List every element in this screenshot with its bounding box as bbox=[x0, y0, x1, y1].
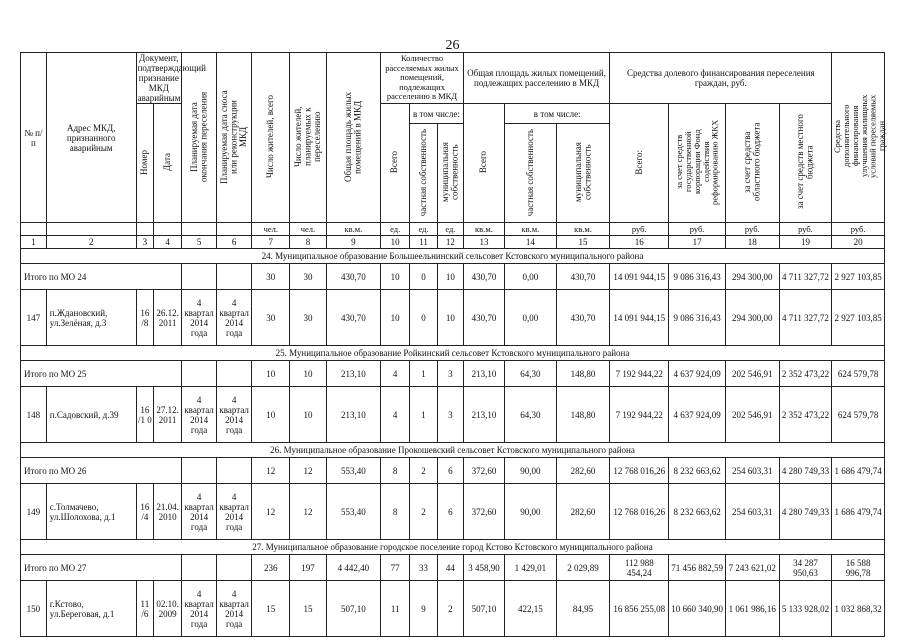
column-number-cell: 15 bbox=[556, 236, 610, 249]
value-cell: 2 bbox=[437, 581, 463, 637]
header-planned-end: Планируемая дата окончания переселения bbox=[182, 53, 217, 223]
value-cell: 372,60 bbox=[463, 484, 504, 540]
column-number-cell: 16 bbox=[610, 236, 669, 249]
header-planned-demolition: Планируемая дата сноса или реконструкции МКД bbox=[217, 53, 252, 223]
value-cell: 8 232 663,62 bbox=[669, 484, 726, 540]
column-number-cell: 14 bbox=[505, 236, 557, 249]
value-cell: 12 768 016,26 bbox=[610, 484, 669, 540]
value-cell: 0,00 bbox=[505, 290, 557, 346]
value-cell: 624 579,78 bbox=[832, 387, 885, 443]
value-cell: 202 546,91 bbox=[725, 387, 779, 443]
row-doc-date: 21.04. 2010 bbox=[154, 484, 182, 540]
column-number-cell: 7 bbox=[252, 236, 290, 249]
section-title-row bbox=[21, 249, 885, 264]
value-cell: 16 588 996,78 bbox=[832, 555, 885, 581]
header-fund-federal: за счет средств государственной корпорации Фонд содействия реформированию ЖКХ bbox=[669, 104, 726, 223]
empty-cell bbox=[182, 458, 217, 484]
value-cell: 16 856 255,08 bbox=[610, 581, 669, 637]
column-number-cell: 6 bbox=[217, 236, 252, 249]
header-area-municipal: муниципальная собственность bbox=[556, 124, 610, 223]
section-title: 27. Муниципальное образование городское поселение город Кстово Кстовского муниципального района bbox=[21, 540, 885, 555]
value-cell: 90,00 bbox=[505, 484, 557, 540]
unit-cell: чел. bbox=[290, 223, 326, 236]
header-address: Адрес МКД, признанного аварийным bbox=[46, 53, 136, 223]
value-cell: 10 bbox=[252, 361, 290, 387]
value-cell: 1 bbox=[410, 361, 438, 387]
row-planned-demolition: 4 квартал 2014 года bbox=[217, 290, 252, 346]
value-cell: 30 bbox=[290, 264, 326, 290]
row-planned-end: 4 квартал 2014 года bbox=[182, 484, 217, 540]
value-cell: 430,70 bbox=[463, 264, 504, 290]
column-number-cell: 4 bbox=[154, 236, 182, 249]
empty-cell bbox=[217, 361, 252, 387]
value-cell: 553,40 bbox=[326, 458, 381, 484]
header-fund-regional: за счет средства областного бюджета bbox=[725, 104, 779, 223]
value-cell: 282,60 bbox=[556, 484, 610, 540]
value-cell: 2 bbox=[410, 458, 438, 484]
value-cell: 15 bbox=[290, 581, 326, 637]
unit-cell: ед. bbox=[437, 223, 463, 236]
header-num: № п/п bbox=[21, 53, 47, 223]
value-cell: 90,00 bbox=[505, 458, 557, 484]
value-cell: 1 032 868,32 bbox=[832, 581, 885, 637]
column-number-cell: 18 bbox=[725, 236, 779, 249]
value-cell: 10 660 340,90 bbox=[669, 581, 726, 637]
table-body bbox=[21, 249, 885, 637]
unit-cell: ед. bbox=[381, 223, 410, 236]
total-row bbox=[21, 555, 885, 581]
total-label: Итого по МО 26 bbox=[21, 458, 182, 484]
header-count-municipal: муниципальная собственность bbox=[437, 124, 463, 223]
value-cell: 64,30 bbox=[505, 361, 557, 387]
row-planned-end: 4 квартал 2014 года bbox=[182, 290, 217, 346]
value-cell: 33 bbox=[410, 555, 438, 581]
column-number-cell: 10 bbox=[381, 236, 410, 249]
value-cell: 0 bbox=[410, 264, 438, 290]
total-row bbox=[21, 361, 885, 387]
value-cell: 213,10 bbox=[326, 361, 381, 387]
value-cell: 6 bbox=[437, 484, 463, 540]
column-number-cell: 19 bbox=[779, 236, 832, 249]
unit-cell bbox=[154, 223, 182, 236]
value-cell: 2 029,89 bbox=[556, 555, 610, 581]
row-doc-date: 27.12. 2011 bbox=[154, 387, 182, 443]
value-cell: 11 bbox=[381, 581, 410, 637]
value-cell: 1 686 479,74 bbox=[832, 484, 885, 540]
value-cell: 4 280 749,33 bbox=[779, 458, 832, 484]
value-cell: 1 061 986,16 bbox=[725, 581, 779, 637]
value-cell: 4 bbox=[381, 361, 410, 387]
empty-cell bbox=[217, 555, 252, 581]
value-cell: 71 456 882,59 bbox=[669, 555, 726, 581]
value-cell: 624 579,78 bbox=[832, 361, 885, 387]
header-count-total: Всего bbox=[381, 104, 410, 223]
column-number-cell: 12 bbox=[437, 236, 463, 249]
value-cell: 77 bbox=[381, 555, 410, 581]
value-cell: 84,95 bbox=[556, 581, 610, 637]
value-cell: 254 603,31 bbox=[725, 458, 779, 484]
empty-cell bbox=[217, 264, 252, 290]
header-residents-total: Число жителей, всего bbox=[252, 53, 290, 223]
value-cell: 4 637 924,09 bbox=[669, 387, 726, 443]
value-cell: 2 927 103,85 bbox=[832, 290, 885, 346]
unit-cell: руб. bbox=[669, 223, 726, 236]
unit-cell: руб. bbox=[832, 223, 885, 236]
value-cell: 7 243 621,02 bbox=[725, 555, 779, 581]
row-address: с.Толмачево, ул.Шолохова, д.1 bbox=[46, 484, 136, 540]
value-cell: 8 232 663,62 bbox=[669, 458, 726, 484]
header-doc-date: Дата bbox=[154, 104, 182, 223]
column-number-cell: 8 bbox=[290, 236, 326, 249]
row-doc-number: 16 /1 0 bbox=[136, 387, 154, 443]
value-cell: 202 546,91 bbox=[725, 361, 779, 387]
value-cell: 430,70 bbox=[556, 290, 610, 346]
row-address: п.Ждановский, ул.Зелёная, д.3 bbox=[46, 290, 136, 346]
header-count-incl: в том числе: bbox=[410, 104, 464, 124]
value-cell: 213,10 bbox=[463, 387, 504, 443]
value-cell: 12 bbox=[290, 484, 326, 540]
value-cell: 372,60 bbox=[463, 458, 504, 484]
value-cell: 430,70 bbox=[326, 290, 381, 346]
column-number-cell: 17 bbox=[669, 236, 726, 249]
unit-cell: ед. bbox=[410, 223, 438, 236]
header-funds-total: Всего: bbox=[610, 104, 669, 223]
value-cell: 3 bbox=[437, 387, 463, 443]
row-doc-number: 16 /8 bbox=[136, 290, 154, 346]
total-label: Итого по МО 27 bbox=[21, 555, 182, 581]
column-number-cell: 11 bbox=[410, 236, 438, 249]
header-residents-planned: Число жителей, планируемых к переселению bbox=[290, 53, 326, 223]
value-cell: 5 133 928,02 bbox=[779, 581, 832, 637]
value-cell: 254 603,31 bbox=[725, 484, 779, 540]
row-planned-demolition: 4 квартал 2014 года bbox=[217, 484, 252, 540]
value-cell: 10 bbox=[290, 387, 326, 443]
header-area-group: Общая площадь жилых помещений, подлежащих расселению в МКД bbox=[463, 53, 610, 104]
value-cell: 148,80 bbox=[556, 387, 610, 443]
row-planned-demolition: 4 квартал 2014 года bbox=[217, 387, 252, 443]
value-cell: 213,10 bbox=[463, 361, 504, 387]
unit-cell: кв.м. bbox=[556, 223, 610, 236]
page-number: 26 bbox=[445, 38, 460, 53]
empty-cell bbox=[182, 264, 217, 290]
section-title-row bbox=[21, 443, 885, 458]
unit-cell bbox=[46, 223, 136, 236]
header-area-incl: в том числе: bbox=[505, 104, 610, 124]
value-cell: 8 bbox=[381, 458, 410, 484]
value-cell: 14 091 944,15 bbox=[610, 264, 669, 290]
row-planned-end: 4 квартал 2014 года bbox=[182, 581, 217, 637]
section-title: 26. Муниципальное образование Прокошевский сельсовет Кстовского муниципального района bbox=[21, 443, 885, 458]
row-num: 148 bbox=[21, 387, 47, 443]
section-title-row bbox=[21, 346, 885, 361]
value-cell: 12 768 016,26 bbox=[610, 458, 669, 484]
header-count-group: Количество расселяемых жилых помещений, подлежащих расселению в МКД bbox=[381, 53, 464, 104]
value-cell: 12 bbox=[252, 484, 290, 540]
row-planned-demolition: 4 квартал 2014 года bbox=[217, 581, 252, 637]
header-doc: Документ, подтверждающий признание МКД аварийным bbox=[137, 53, 206, 104]
section-title: 24. Муниципальное образование Большеельнинский сельсовет Кстовского муниципального района bbox=[21, 249, 885, 264]
value-cell: 0,00 bbox=[505, 264, 557, 290]
value-cell: 44 bbox=[437, 555, 463, 581]
value-cell: 294 300,00 bbox=[725, 290, 779, 346]
column-number-cell: 5 bbox=[182, 236, 217, 249]
header-total-area: Общая площадь жилых помещений в МКД bbox=[326, 53, 381, 223]
value-cell: 10 bbox=[437, 290, 463, 346]
value-cell: 430,70 bbox=[463, 290, 504, 346]
empty-cell bbox=[217, 458, 252, 484]
value-cell: 4 711 327,72 bbox=[779, 290, 832, 346]
value-cell: 30 bbox=[290, 290, 326, 346]
empty-cell bbox=[182, 555, 217, 581]
value-cell: 430,70 bbox=[556, 264, 610, 290]
column-numbers-row bbox=[21, 236, 885, 249]
value-cell: 9 086 316,43 bbox=[669, 290, 726, 346]
unit-cell bbox=[217, 223, 252, 236]
unit-cell: кв.м. bbox=[463, 223, 504, 236]
column-number-cell: 3 bbox=[136, 236, 154, 249]
empty-cell bbox=[182, 361, 217, 387]
row-address: г.Кстово, ул.Береговая, д.1 bbox=[46, 581, 136, 637]
value-cell: 236 bbox=[252, 555, 290, 581]
value-cell: 4 711 327,72 bbox=[779, 264, 832, 290]
value-cell: 30 bbox=[252, 290, 290, 346]
value-cell: 507,10 bbox=[326, 581, 381, 637]
table-header bbox=[21, 53, 885, 249]
value-cell: 1 429,01 bbox=[505, 555, 557, 581]
row-doc-number: 16 /4 bbox=[136, 484, 154, 540]
column-number-cell: 2 bbox=[46, 236, 136, 249]
value-cell: 282,60 bbox=[556, 458, 610, 484]
value-cell: 9 086 316,43 bbox=[669, 264, 726, 290]
total-label: Итого по МО 25 bbox=[21, 361, 182, 387]
value-cell: 10 bbox=[381, 264, 410, 290]
value-cell: 148,80 bbox=[556, 361, 610, 387]
column-number-cell: 9 bbox=[326, 236, 381, 249]
value-cell: 7 192 944,22 bbox=[610, 387, 669, 443]
header-area-total: Всего bbox=[463, 104, 504, 223]
value-cell: 7 192 944,22 bbox=[610, 361, 669, 387]
table-row bbox=[21, 290, 885, 346]
value-cell: 213,10 bbox=[326, 387, 381, 443]
value-cell: 64,30 bbox=[505, 387, 557, 443]
value-cell: 2 352 473,22 bbox=[779, 361, 832, 387]
header-count-private: частная собственность bbox=[410, 124, 438, 223]
row-doc-number: 11 /6 bbox=[136, 581, 154, 637]
table-row bbox=[21, 387, 885, 443]
units-row bbox=[21, 223, 885, 236]
resettlement-table bbox=[20, 52, 885, 637]
value-cell: 12 bbox=[252, 458, 290, 484]
value-cell: 10 bbox=[290, 361, 326, 387]
row-doc-date: 02.10. 2009 bbox=[154, 581, 182, 637]
value-cell: 4 bbox=[381, 387, 410, 443]
value-cell: 6 bbox=[437, 458, 463, 484]
unit-cell: руб. bbox=[725, 223, 779, 236]
value-cell: 3 bbox=[437, 361, 463, 387]
unit-cell bbox=[136, 223, 154, 236]
unit-cell bbox=[182, 223, 217, 236]
value-cell: 507,10 bbox=[463, 581, 504, 637]
value-cell: 4 442,40 bbox=[326, 555, 381, 581]
row-num: 149 bbox=[21, 484, 47, 540]
row-address: п.Садовский, д.39 bbox=[46, 387, 136, 443]
column-number-cell: 20 bbox=[832, 236, 885, 249]
column-number-cell: 13 bbox=[463, 236, 504, 249]
value-cell: 14 091 944,15 bbox=[610, 290, 669, 346]
value-cell: 34 287 950,63 bbox=[779, 555, 832, 581]
value-cell: 294 300,00 bbox=[725, 264, 779, 290]
value-cell: 112 988 454,24 bbox=[610, 555, 669, 581]
value-cell: 4 637 924,09 bbox=[669, 361, 726, 387]
value-cell: 2 927 103,85 bbox=[832, 264, 885, 290]
column-number-cell: 1 bbox=[21, 236, 47, 249]
unit-cell: руб. bbox=[610, 223, 669, 236]
row-planned-end: 4 квартал 2014 года bbox=[182, 387, 217, 443]
unit-cell: кв.м. bbox=[505, 223, 557, 236]
value-cell: 422,15 bbox=[505, 581, 557, 637]
header-fund-additional: Средства дополнительного финансирования улучшения жилищных условий переселяемых граждан bbox=[832, 53, 885, 223]
table-row bbox=[21, 484, 885, 540]
value-cell: 3 458,90 bbox=[463, 555, 504, 581]
value-cell: 8 bbox=[381, 484, 410, 540]
section-title-row bbox=[21, 540, 885, 555]
unit-cell: чел. bbox=[252, 223, 290, 236]
value-cell: 9 bbox=[410, 581, 438, 637]
header-doc-number: Номер bbox=[136, 104, 154, 223]
row-doc-date: 26.12. 2011 bbox=[154, 290, 182, 346]
value-cell: 10 bbox=[437, 264, 463, 290]
value-cell: 10 bbox=[252, 387, 290, 443]
table-row bbox=[21, 581, 885, 637]
header-area-private: частная собственность bbox=[505, 124, 557, 223]
total-label: Итого по МО 24 bbox=[21, 264, 182, 290]
value-cell: 4 280 749,33 bbox=[779, 484, 832, 540]
value-cell: 553,40 bbox=[326, 484, 381, 540]
unit-cell: руб. bbox=[779, 223, 832, 236]
value-cell: 2 bbox=[410, 484, 438, 540]
value-cell: 197 bbox=[290, 555, 326, 581]
value-cell: 30 bbox=[252, 264, 290, 290]
section-title: 25. Муниципальное образование Ройкинский сельсовет Кстовского муниципального района bbox=[21, 346, 885, 361]
value-cell: 430,70 bbox=[326, 264, 381, 290]
header-fund-local: за счет средств местного бюджета bbox=[779, 104, 832, 223]
total-row bbox=[21, 458, 885, 484]
value-cell: 10 bbox=[381, 290, 410, 346]
total-row bbox=[21, 264, 885, 290]
value-cell: 1 686 479,74 bbox=[832, 458, 885, 484]
header-funds-group: Средства долевого финансирования переселения граждан, руб. bbox=[610, 53, 832, 104]
unit-cell: кв.м. bbox=[326, 223, 381, 236]
value-cell: 2 352 473,22 bbox=[779, 387, 832, 443]
value-cell: 0 bbox=[410, 290, 438, 346]
value-cell: 15 bbox=[252, 581, 290, 637]
row-num: 150 bbox=[21, 581, 47, 637]
row-num: 147 bbox=[21, 290, 47, 346]
unit-cell bbox=[21, 223, 47, 236]
value-cell: 12 bbox=[290, 458, 326, 484]
value-cell: 1 bbox=[410, 387, 438, 443]
